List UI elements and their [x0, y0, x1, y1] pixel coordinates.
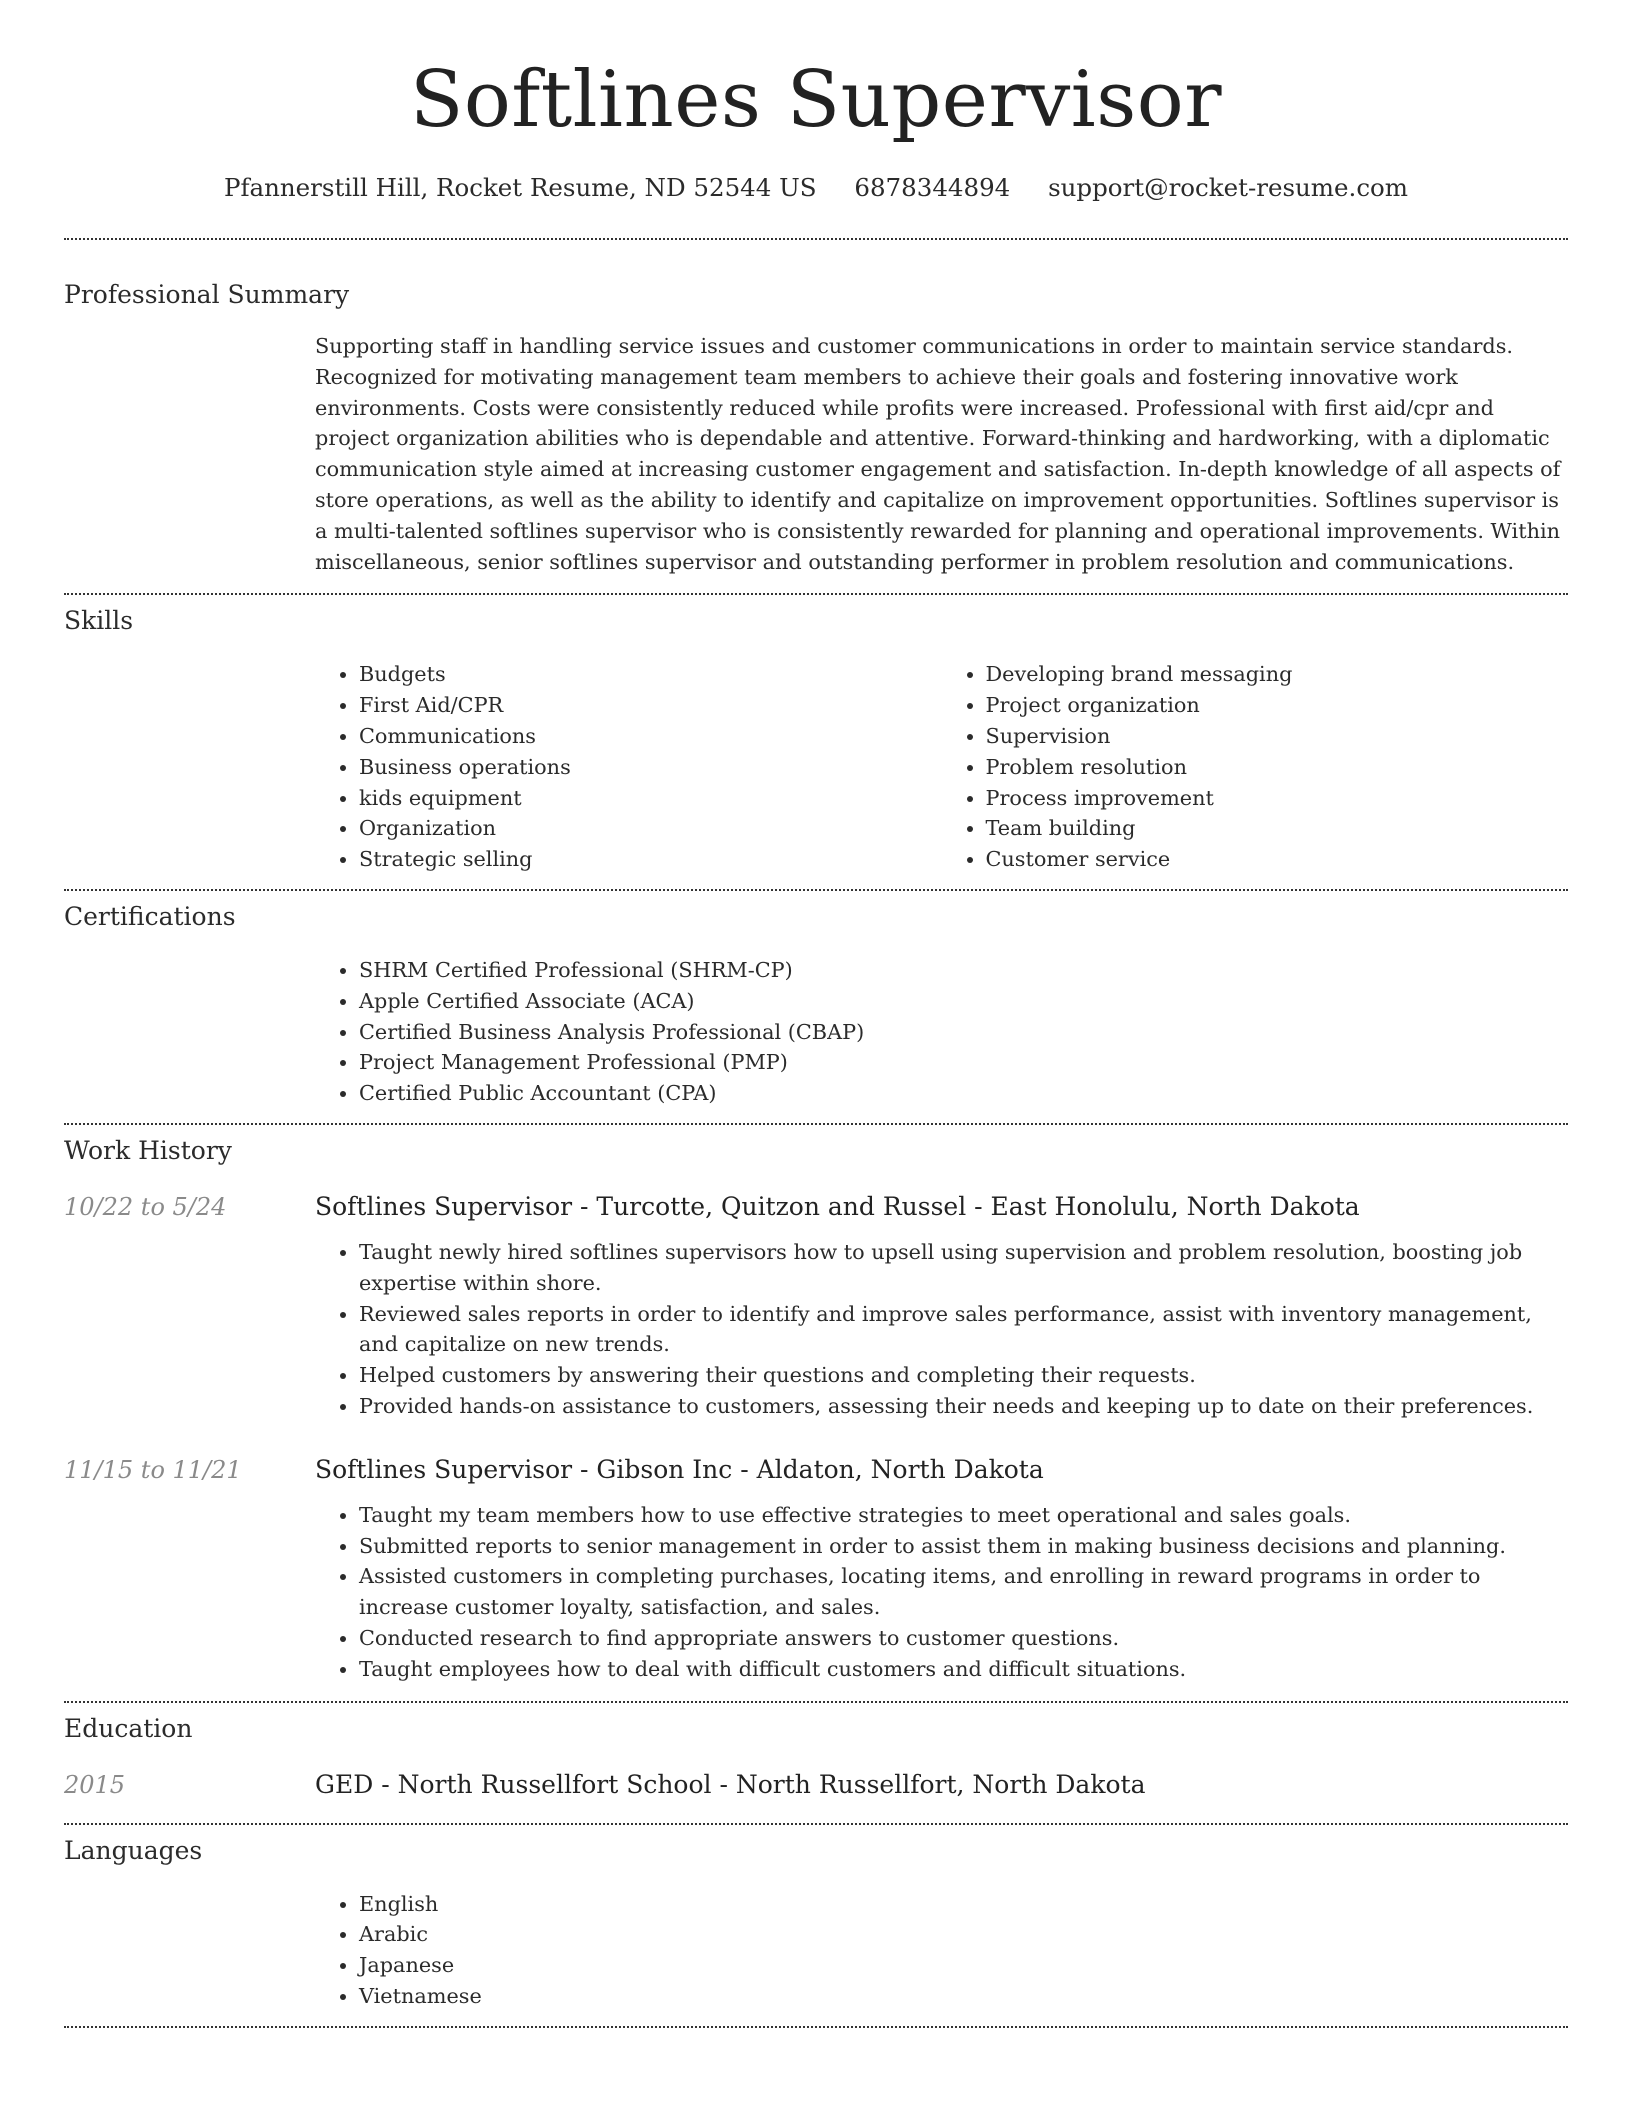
certification-item: • Certified Business Analysis Professional (CBAP)	[359, 1017, 1568, 1048]
job-bullets	[315, 1500, 1568, 1685]
job-entry	[64, 1454, 1568, 1685]
skill-item: • Supervision	[986, 721, 1569, 752]
job-title: Softlines Supervisor - Turcotte, Quitzon and Russel - East Honolulu, North Dakota	[315, 1191, 1360, 1221]
certification-item: • Certified Public Accountant (CPA)	[359, 1078, 1568, 1109]
education-year: 2015	[64, 1770, 126, 1799]
contact-line	[64, 172, 1568, 204]
skills-list-right	[942, 659, 1569, 875]
certifications-title: Certifications	[64, 901, 236, 931]
resume-name: Softlines Supervisor	[409, 55, 1223, 145]
job-bullet: • Taught employees how to deal with difficult customers and difficult situations.	[359, 1654, 1568, 1685]
summary-section	[64, 240, 1568, 577]
languages-title: Languages	[64, 1835, 203, 1865]
job-bullet: • Conducted research to find appropriate answers to customer questions.	[359, 1623, 1568, 1654]
skill-item: • Strategic selling	[359, 844, 942, 875]
skills-section	[64, 595, 1568, 875]
section-divider	[64, 2026, 1568, 2028]
language-item: • English	[359, 1889, 1568, 1920]
skills-grid	[315, 659, 1568, 875]
certification-item: • SHRM Certified Professional (SHRM-CP)	[359, 955, 1568, 986]
summary-body	[315, 331, 1568, 577]
contact-phone: 6878344894	[854, 173, 1011, 202]
skill-item: • Developing brand messaging	[986, 659, 1569, 690]
language-item: • Vietnamese	[359, 1981, 1568, 2012]
skill-item: • kids equipment	[359, 783, 942, 814]
education-entry	[64, 1769, 1568, 1801]
job-header	[64, 1454, 1568, 1486]
language-item: • Arabic	[359, 1919, 1568, 1950]
languages-list	[315, 1889, 1568, 2012]
summary-title: Professional Summary	[64, 280, 350, 309]
resume-page	[64, 0, 1568, 2028]
contact-address: Pfannerstill Hill, Rocket Resume, ND 52544 US	[223, 173, 817, 202]
job-bullet: • Helped customers by answering their questions and completing their requests.	[359, 1360, 1568, 1391]
job-body	[315, 1500, 1568, 1685]
skill-item: • Organization	[359, 813, 942, 844]
job-header	[64, 1191, 1568, 1223]
education-degree: GED - North Russellfort School - North Russellfort, North Dakota	[315, 1769, 1146, 1799]
job-bullet: • Assisted customers in completing purchases, locating items, and enrolling in reward programs in order to increase customer loyalty, satisfaction, and sales.	[359, 1561, 1568, 1623]
skill-item: • Customer service	[986, 844, 1569, 875]
job-title: Softlines Supervisor - Gibson Inc - Aldaton, North Dakota	[315, 1454, 1044, 1484]
languages-body	[315, 1889, 1568, 2012]
languages-section	[64, 1825, 1568, 2012]
job-dates: 10/22 to 5/24	[64, 1192, 227, 1221]
skill-item: • Team building	[986, 813, 1569, 844]
skills-title: Skills	[64, 606, 134, 636]
education-title: Education	[64, 1713, 193, 1743]
job-bullet: • Taught my team members how to use effective strategies to meet operational and sales goals.	[359, 1500, 1568, 1531]
language-item: • Japanese	[359, 1950, 1568, 1981]
certifications-section	[64, 891, 1568, 1109]
skill-item: • Communications	[359, 721, 942, 752]
skill-item: • First Aid/CPR	[359, 690, 942, 721]
work-section	[64, 1125, 1568, 1685]
summary-text: Supporting staff in handling service issues and customer communications in order to maintain service standards. Recognized for motivating management team members to achieve their goals and fostering innovative work environments. Costs were consistently reduced while profits were increased. Professional with first aid/cpr and project organization abilities who is dependable and attentive. Forward-thinking and hardworking, with a diplomatic communication style aimed at increasing customer engagement and satisfaction. In-depth knowledge of all aspects of store operations, as well as the ability to identify and capitalize on improvement opportunities. Softlines supervisor is a multi-talented softlines supervisor who is consistently rewarded for planning and operational improvements. Within miscellaneous, senior softlines supervisor and outstanding performer in problem resolution and communications.	[315, 334, 1561, 574]
skill-item: • Process improvement	[986, 783, 1569, 814]
job-body	[315, 1237, 1568, 1422]
job-bullet: • Provided hands-on assistance to customers, assessing their needs and keeping up to date on their preferences.	[359, 1391, 1568, 1422]
skill-item: • Business operations	[359, 752, 942, 783]
certification-item: • Apple Certified Associate (ACA)	[359, 986, 1568, 1017]
job-entry	[64, 1191, 1568, 1422]
job-bullet: • Reviewed sales reports in order to identify and improve sales performance, assist with inventory management, and capitalize on new trends.	[359, 1299, 1568, 1361]
skill-item: • Project organization	[986, 690, 1569, 721]
skill-item: • Budgets	[359, 659, 942, 690]
certification-item: • Project Management Professional (PMP)	[359, 1047, 1568, 1078]
skill-item: • Problem resolution	[986, 752, 1569, 783]
job-bullet: • Taught newly hired softlines supervisors how to upsell using supervision and problem resolution, boosting job expertise within shore.	[359, 1237, 1568, 1299]
certifications-list	[315, 955, 1568, 1109]
job-bullets	[315, 1237, 1568, 1422]
skills-list-left	[315, 659, 942, 875]
job-dates: 11/15 to 11/21	[64, 1455, 242, 1484]
job-bullet: • Submitted reports to senior management in order to assist them in making business decisions and planning.	[359, 1531, 1568, 1562]
education-section	[64, 1703, 1568, 1801]
work-title: Work History	[64, 1135, 232, 1165]
certifications-body	[315, 955, 1568, 1109]
contact-email: support@rocket-resume.com	[1048, 173, 1409, 202]
